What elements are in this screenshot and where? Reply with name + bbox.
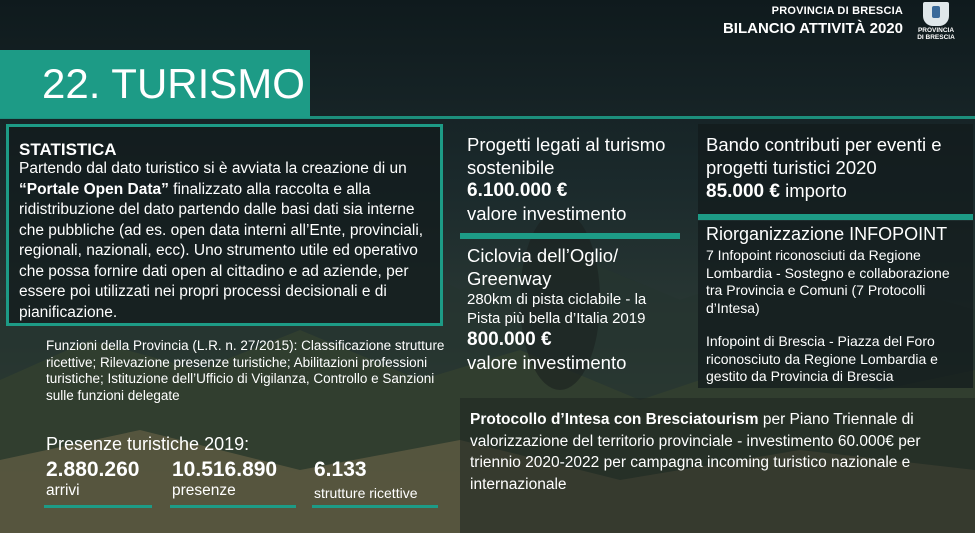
logo-text: PROVINCIA DI BRESCIA <box>917 27 955 41</box>
bando-block <box>706 133 971 203</box>
ciclovia-block <box>467 244 677 374</box>
progetti-amount: 6.100.000 € <box>467 180 568 201</box>
stat-underline <box>170 505 296 508</box>
infopoint-text-2: Infopoint di Brescia - Piazza del Foro riconosciuto da Regione Lombardia e gestito da Provincia di Brescia <box>706 333 938 384</box>
provincia-logo <box>915 2 957 41</box>
bando-title: Bando contributi per eventi e progetti turistici 2020 <box>706 134 942 178</box>
stat-presenze <box>172 458 277 500</box>
banner-divider <box>0 116 975 119</box>
protocollo-text <box>470 409 950 495</box>
stat-label: presenze <box>172 482 236 499</box>
stat-strutture <box>314 458 417 501</box>
middle-divider <box>460 233 680 239</box>
stat-arrivi <box>46 458 139 500</box>
ciclovia-title: Ciclovia dell’Oglio/ Greenway <box>467 245 619 289</box>
ciclovia-desc: 280km di pista ciclabile - la Pista più bella d’Italia 2019 <box>467 291 647 327</box>
ciclovia-amount: 800.000 € <box>467 329 552 350</box>
bando-caption: importo <box>779 180 847 201</box>
shield-icon <box>923 2 949 26</box>
infopoint-text-1: 7 Infopoint riconosciuti da Regione Lombardia - Sostegno e collaborazione tra Provincia e Comuni (7 Protocolli d’Intesa) <box>706 247 950 316</box>
protocollo-rest: per Piano Triennale di valorizzazione del territorio provinciale - investimento 60.000€ per triennio 2020-2022 per campagna incoming turistico nazionale e internazionale <box>470 411 921 493</box>
statistica-text-b: finalizzato alla raccolta e alla ridistribuzione del dato partendo dalle basi dati sia interne che pubbliche (ad es. open data interni all’Ente, provinciali, regionali, nazionali, ecc). Uno strumento utile ed operativo che possa fornire dati open al cittadino e ad aziende, per essere poi utilizzati nei propri processi decisionali e di pianificazione. <box>19 180 424 321</box>
progetti-caption: valore investimento <box>467 203 627 224</box>
stat-value: 10.516.890 <box>172 458 278 481</box>
bando-amount: 85.000 € <box>706 181 780 202</box>
statistica-text-bold: “Portale Open Data” <box>19 180 169 198</box>
stat-underline <box>312 505 438 508</box>
stat-label: strutture ricettive <box>314 485 418 501</box>
statistica-box <box>6 124 443 326</box>
header-org: PROVINCIA DI BRESCIA <box>771 5 903 17</box>
protocollo-bold: Protocollo d’Intesa con Bresciatourism <box>470 411 759 428</box>
stat-underline <box>44 505 152 508</box>
statistica-text-a: Partendo dal dato turistico si è avviata la creazione di un <box>19 160 407 177</box>
ciclovia-caption: valore investimento <box>467 352 627 373</box>
stat-label: arrivi <box>46 482 80 499</box>
right-divider <box>698 214 973 220</box>
statistica-heading: STATISTICA <box>19 140 117 159</box>
statistica-text <box>19 159 430 323</box>
presenze-heading: Presenze turistiche 2019: <box>46 434 250 454</box>
infopoint-title: Riorganizzazione INFOPOINT <box>706 224 948 244</box>
progetti-block <box>467 133 677 225</box>
page-title: 22. TURISMO <box>42 60 305 107</box>
header-title: BILANCIO ATTIVITÀ 2020 <box>722 20 903 37</box>
funzioni-text: Funzioni della Provincia (L.R. n. 27/2015): Classificazione strutture ricettive; Rilevazione presenze turistiche; Abilitazioni professioni turistiche; Istituzione dell’Ufficio di Vigilanza, Controllo e Sanzioni sulle funzioni delegate <box>46 338 445 403</box>
stat-value: 2.880.260 <box>46 458 140 481</box>
progetti-title: Progetti legati al turismo sostenibile <box>467 134 666 178</box>
stat-value: 6.133 <box>314 458 367 481</box>
